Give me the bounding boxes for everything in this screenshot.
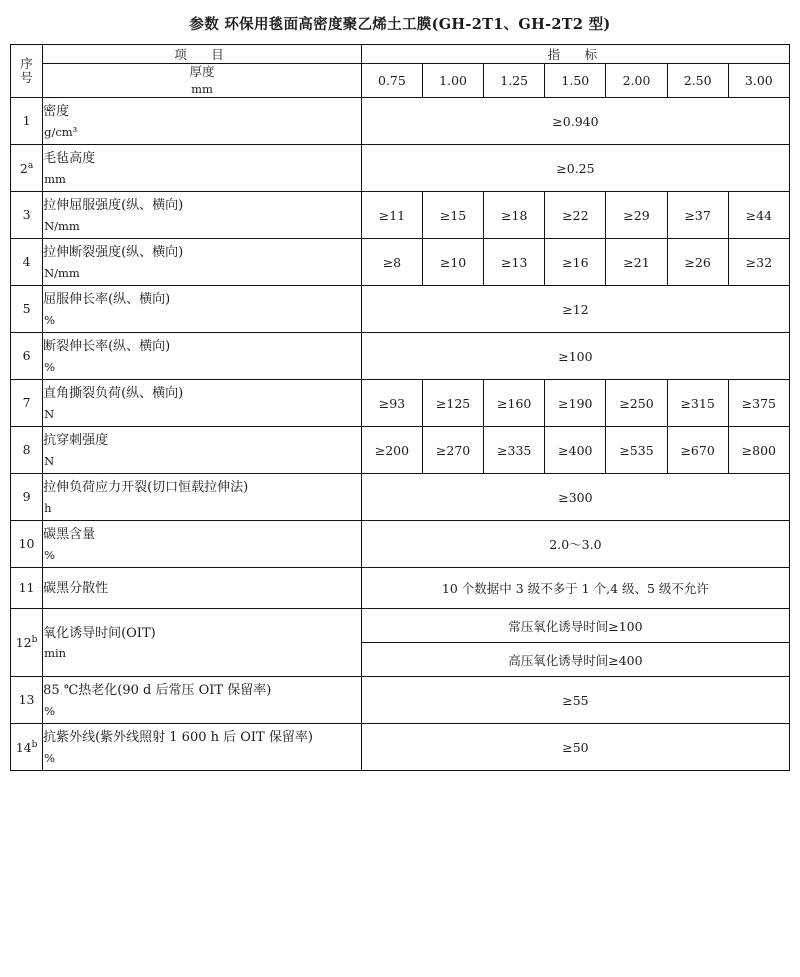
row-value-cell: ≥44 [728, 192, 789, 239]
row-value-cell: ≥400 [545, 427, 606, 474]
row-value-cell: ≥16 [545, 239, 606, 286]
row-no-text: 14 [15, 739, 32, 755]
row-value: 常压氧化诱导时间≥100 [361, 609, 789, 643]
row-item [43, 380, 362, 427]
table-row [11, 474, 790, 521]
row-no-sup: b [31, 635, 38, 646]
row-item-unit: mm [44, 171, 66, 186]
row-item-name: 密度 [43, 104, 70, 120]
row-item [43, 609, 362, 677]
row-item-name: 直角撕裂负荷(纵、横向) [43, 386, 184, 402]
row-item [43, 98, 362, 145]
row-no-text: 13 [18, 692, 35, 708]
row-item [43, 677, 362, 724]
row-item-unit: N [44, 406, 55, 421]
row-item-name: 碳黑分散性 [43, 580, 109, 596]
row-item [43, 568, 362, 609]
row-value-cell: ≥670 [667, 427, 728, 474]
row-value-cell: ≥375 [728, 380, 789, 427]
row-item [43, 724, 362, 771]
table-row [11, 239, 790, 286]
header-thickness-0: 0.75 [361, 64, 422, 98]
row-value-cell: ≥335 [484, 427, 545, 474]
row-no [11, 239, 43, 286]
row-no-text: 9 [22, 489, 31, 505]
row-item-name: 氧化诱导时间(OIT) [43, 625, 156, 641]
table-row [11, 568, 790, 609]
row-no-text: 5 [22, 301, 31, 317]
row-value-secondary: 高压氧化诱导时间≥400 [361, 643, 789, 677]
table-row [11, 333, 790, 380]
row-no [11, 609, 43, 677]
header-item: 项 目 [43, 45, 362, 64]
row-item-name: 拉伸断裂强度(纵、横向) [43, 245, 184, 261]
row-value-cell: ≥29 [606, 192, 667, 239]
row-no-text: 12 [15, 635, 32, 651]
page-title: 参数 环保用毯面高密度聚乙烯土工膜(GH-2T1、GH-2T2 型) [189, 16, 611, 33]
header-no [11, 45, 43, 98]
header-thickness-1: 1.00 [423, 64, 484, 98]
table-header-row-2 [11, 64, 790, 98]
row-value-cell: ≥250 [606, 380, 667, 427]
row-value-cell: ≥21 [606, 239, 667, 286]
row-item-name: 毛毡高度 [43, 151, 96, 167]
table-row [11, 286, 790, 333]
header-no-line1: 序 [20, 56, 33, 72]
row-value-cell: ≥18 [484, 192, 545, 239]
row-no [11, 380, 43, 427]
row-item-unit: N/mm [44, 265, 80, 280]
spec-table [10, 44, 790, 771]
row-item [43, 286, 362, 333]
row-value-cell: ≥37 [667, 192, 728, 239]
row-value: ≥100 [361, 333, 789, 380]
row-no [11, 98, 43, 145]
row-value-cell: ≥11 [361, 192, 422, 239]
row-item-unit: % [44, 547, 56, 562]
row-value: ≥0.25 [361, 145, 789, 192]
row-no-text: 7 [22, 395, 31, 411]
row-value-cell: ≥13 [484, 239, 545, 286]
header-thickness-4: 2.00 [606, 64, 667, 98]
row-value-cell: ≥160 [484, 380, 545, 427]
row-item-unit: % [44, 750, 56, 765]
row-item [43, 145, 362, 192]
row-item-unit: h [44, 500, 52, 515]
row-no-text: 11 [18, 580, 35, 596]
table-row [11, 380, 790, 427]
table-row [11, 192, 790, 239]
row-item-unit: min [44, 646, 67, 661]
row-value-cell: ≥32 [728, 239, 789, 286]
row-no-text: 10 [18, 536, 35, 552]
row-no-text: 3 [22, 207, 31, 223]
row-no [11, 521, 43, 568]
row-value-cell: ≥270 [423, 427, 484, 474]
row-no [11, 724, 43, 771]
table-row [11, 724, 790, 771]
row-no [11, 192, 43, 239]
row-item-unit: N/mm [44, 218, 80, 233]
table-row [11, 145, 790, 192]
table-row [11, 427, 790, 474]
row-value: ≥0.940 [361, 98, 789, 145]
row-no-text: 4 [22, 254, 31, 270]
row-item-unit: % [44, 359, 56, 374]
table-header-row-1 [11, 45, 790, 64]
row-item-unit: % [44, 703, 56, 718]
row-value: ≥50 [361, 724, 789, 771]
row-value: 10 个数据中 3 级不多于 1 个,4 级、5 级不允许 [361, 568, 789, 609]
row-item [43, 521, 362, 568]
row-value-cell: ≥15 [423, 192, 484, 239]
row-no [11, 145, 43, 192]
header-thickness [43, 64, 362, 98]
row-item-name: 抗穿刺强度 [43, 433, 109, 449]
row-item-name: 断裂伸长率(纵、横向) [43, 339, 171, 355]
header-thickness-2: 1.25 [484, 64, 545, 98]
row-item-name: 屈服伸长率(纵、横向) [43, 292, 171, 308]
row-item-unit: g/cm³ [44, 124, 78, 139]
table-row [11, 677, 790, 724]
row-item-name: 碳黑含量 [43, 527, 96, 543]
row-value: ≥300 [361, 474, 789, 521]
row-item [43, 333, 362, 380]
row-no [11, 427, 43, 474]
table-row [11, 521, 790, 568]
row-item [43, 474, 362, 521]
row-item-unit: % [44, 312, 56, 327]
row-value-cell: ≥93 [361, 380, 422, 427]
row-item-name: 抗紫外线(紫外线照射 1 600 h 后 OIT 保留率) [43, 730, 313, 746]
header-thickness-unit: mm [191, 81, 213, 96]
row-no-text: 1 [22, 113, 31, 129]
row-value: 2.0～3.0 [361, 521, 789, 568]
row-no [11, 286, 43, 333]
row-no [11, 333, 43, 380]
header-thickness-5: 2.50 [667, 64, 728, 98]
row-item-unit: N [44, 453, 55, 468]
row-value-cell: ≥315 [667, 380, 728, 427]
row-value: ≥55 [361, 677, 789, 724]
row-item-name: 85 ℃热老化(90 d 后常压 OIT 保留率) [43, 683, 272, 699]
row-item-name: 拉伸屈服强度(纵、横向) [43, 198, 184, 214]
row-value: ≥12 [361, 286, 789, 333]
row-no [11, 474, 43, 521]
row-no-sup: b [31, 739, 38, 750]
row-no-text: 2 [19, 160, 28, 176]
row-item-name: 拉伸负荷应力开裂(切口恒载拉伸法) [43, 480, 249, 496]
row-item [43, 192, 362, 239]
row-item [43, 427, 362, 474]
row-item [43, 239, 362, 286]
header-no-line2: 号 [20, 70, 33, 86]
row-no-text: 8 [22, 442, 31, 458]
row-no [11, 568, 43, 609]
row-no-sup: a [27, 160, 34, 171]
row-value-cell: ≥800 [728, 427, 789, 474]
row-value-cell: ≥26 [667, 239, 728, 286]
row-value-cell: ≥200 [361, 427, 422, 474]
row-value-cell: ≥125 [423, 380, 484, 427]
row-value-cell: ≥8 [361, 239, 422, 286]
row-no-text: 6 [22, 348, 31, 364]
header-thickness-label: 厚度 [189, 64, 215, 79]
row-value-cell: ≥535 [606, 427, 667, 474]
row-value-cell: ≥190 [545, 380, 606, 427]
header-thickness-3: 1.50 [545, 64, 606, 98]
header-thickness-6: 3.00 [728, 64, 789, 98]
row-value-cell: ≥10 [423, 239, 484, 286]
table-row [11, 98, 790, 145]
row-no [11, 677, 43, 724]
header-index: 指 标 [361, 45, 789, 64]
row-value-cell: ≥22 [545, 192, 606, 239]
table-row [11, 609, 790, 643]
